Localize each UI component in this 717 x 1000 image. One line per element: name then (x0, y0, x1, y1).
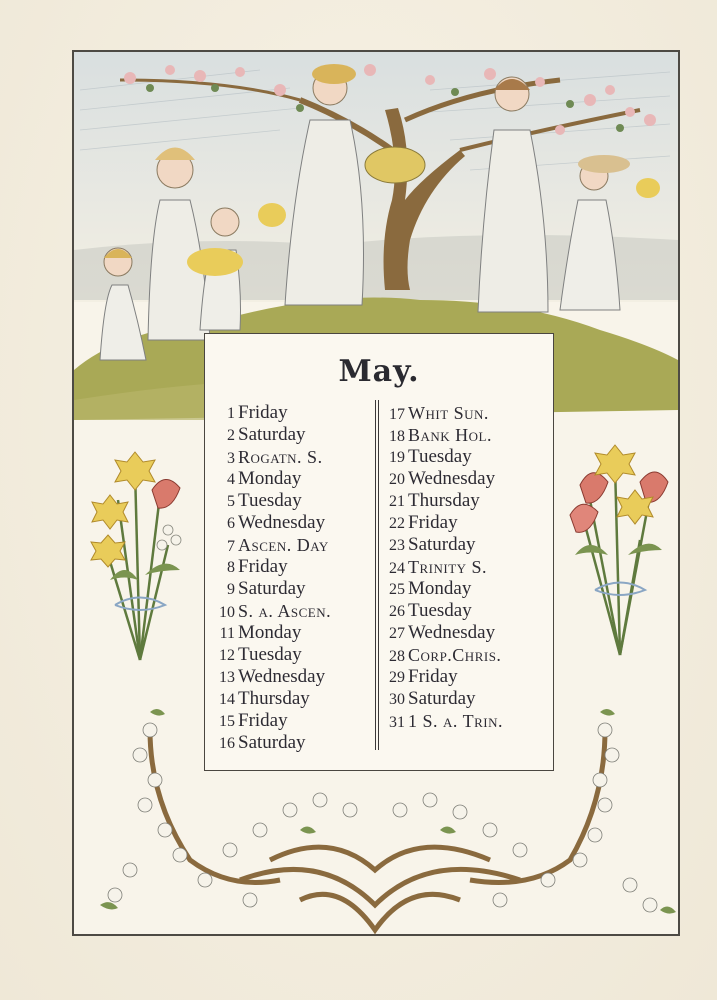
day-number: 24 (389, 560, 405, 577)
day-row (381, 666, 553, 688)
day-number: 28 (389, 648, 405, 665)
day-number: 20 (389, 471, 405, 488)
day-number: 27 (389, 625, 405, 642)
column-divider (375, 400, 379, 750)
day-name: Friday (238, 710, 288, 731)
day-row (213, 578, 375, 600)
month-title: May. (338, 354, 420, 389)
day-number: 12 (219, 647, 235, 664)
day-row (381, 578, 553, 600)
day-row (381, 424, 553, 446)
day-row (213, 490, 375, 512)
day-name: Tuesday (408, 446, 472, 467)
day-number: 13 (219, 669, 235, 686)
day-name: Friday (408, 512, 458, 533)
day-name: Rogatn. S. (238, 447, 323, 467)
day-number: 8 (227, 559, 235, 576)
day-row (213, 534, 375, 556)
day-row (381, 490, 553, 512)
day-number: 4 (227, 471, 235, 488)
day-name: Saturday (238, 424, 306, 445)
day-number: 11 (219, 625, 235, 642)
day-number: 5 (227, 493, 235, 510)
day-row (213, 424, 375, 446)
day-number: 19 (389, 449, 405, 466)
day-number: 17 (389, 406, 405, 423)
day-name: Thursday (408, 490, 480, 511)
day-name: Friday (238, 556, 288, 577)
tulip-bouquet-icon (570, 445, 668, 655)
day-row (213, 644, 375, 666)
day-name: Saturday (238, 578, 306, 599)
day-name: Wednesday (408, 468, 496, 489)
day-name: Corp.Chris. (408, 645, 502, 665)
day-number: 21 (389, 493, 405, 510)
day-name: Saturday (408, 534, 476, 555)
day-number: 15 (219, 713, 235, 730)
day-list-left (213, 402, 375, 754)
day-row (381, 644, 553, 666)
day-row (381, 446, 553, 468)
day-name: Monday (408, 578, 472, 599)
day-number: 23 (389, 537, 405, 554)
day-name: Monday (238, 468, 302, 489)
day-number: 1 (227, 405, 235, 422)
day-number: 7 (227, 538, 235, 555)
day-name: Friday (408, 666, 458, 687)
day-name: Whit Sun. (408, 403, 489, 423)
day-number: 30 (389, 691, 405, 708)
day-name: Ascen. Day (238, 535, 329, 555)
day-row (381, 688, 553, 710)
day-row (213, 446, 375, 468)
day-row (213, 666, 375, 688)
day-name: Saturday (408, 688, 476, 709)
day-number: 31 (389, 714, 405, 731)
day-number: 16 (219, 735, 235, 752)
day-row (213, 622, 375, 644)
day-name: Friday (238, 402, 288, 423)
day-number: 29 (389, 669, 405, 686)
day-row (381, 534, 553, 556)
day-name: S. a. Ascen. (238, 601, 332, 621)
day-number: 2 (227, 427, 235, 444)
day-row (213, 732, 375, 754)
day-name: Wednesday (238, 666, 326, 687)
day-name: Saturday (238, 732, 306, 753)
day-number: 25 (389, 581, 405, 598)
day-row (213, 512, 375, 534)
day-name: Tuesday (408, 600, 472, 621)
day-list-right (381, 402, 553, 732)
day-number: 18 (389, 428, 405, 445)
day-name: Bank Hol. (408, 425, 492, 445)
day-number: 9 (227, 581, 235, 598)
day-row (381, 468, 553, 490)
day-number: 3 (227, 450, 235, 467)
day-row (381, 710, 553, 732)
day-name: Tuesday (238, 490, 302, 511)
day-number: 10 (219, 604, 235, 621)
day-name: Trinity S. (408, 557, 488, 577)
day-row (381, 402, 553, 424)
day-row (381, 556, 553, 578)
daffodil-bouquet-icon (91, 452, 181, 660)
day-name: Thursday (238, 688, 310, 709)
day-row (213, 402, 375, 424)
day-row (213, 468, 375, 490)
day-name: Wednesday (238, 512, 326, 533)
day-row (381, 622, 553, 644)
day-row (381, 600, 553, 622)
day-name: Tuesday (238, 644, 302, 665)
day-row (381, 512, 553, 534)
day-number: 26 (389, 603, 405, 620)
day-number: 14 (219, 691, 235, 708)
day-name: Wednesday (408, 622, 496, 643)
day-name: 1 S. a. Trin. (408, 711, 503, 731)
day-name: Monday (238, 622, 302, 643)
day-number: 6 (227, 515, 235, 532)
day-row (213, 556, 375, 578)
calendar-panel (204, 333, 554, 771)
day-number: 22 (389, 515, 405, 532)
day-row (213, 688, 375, 710)
day-row (213, 600, 375, 622)
day-row (213, 710, 375, 732)
